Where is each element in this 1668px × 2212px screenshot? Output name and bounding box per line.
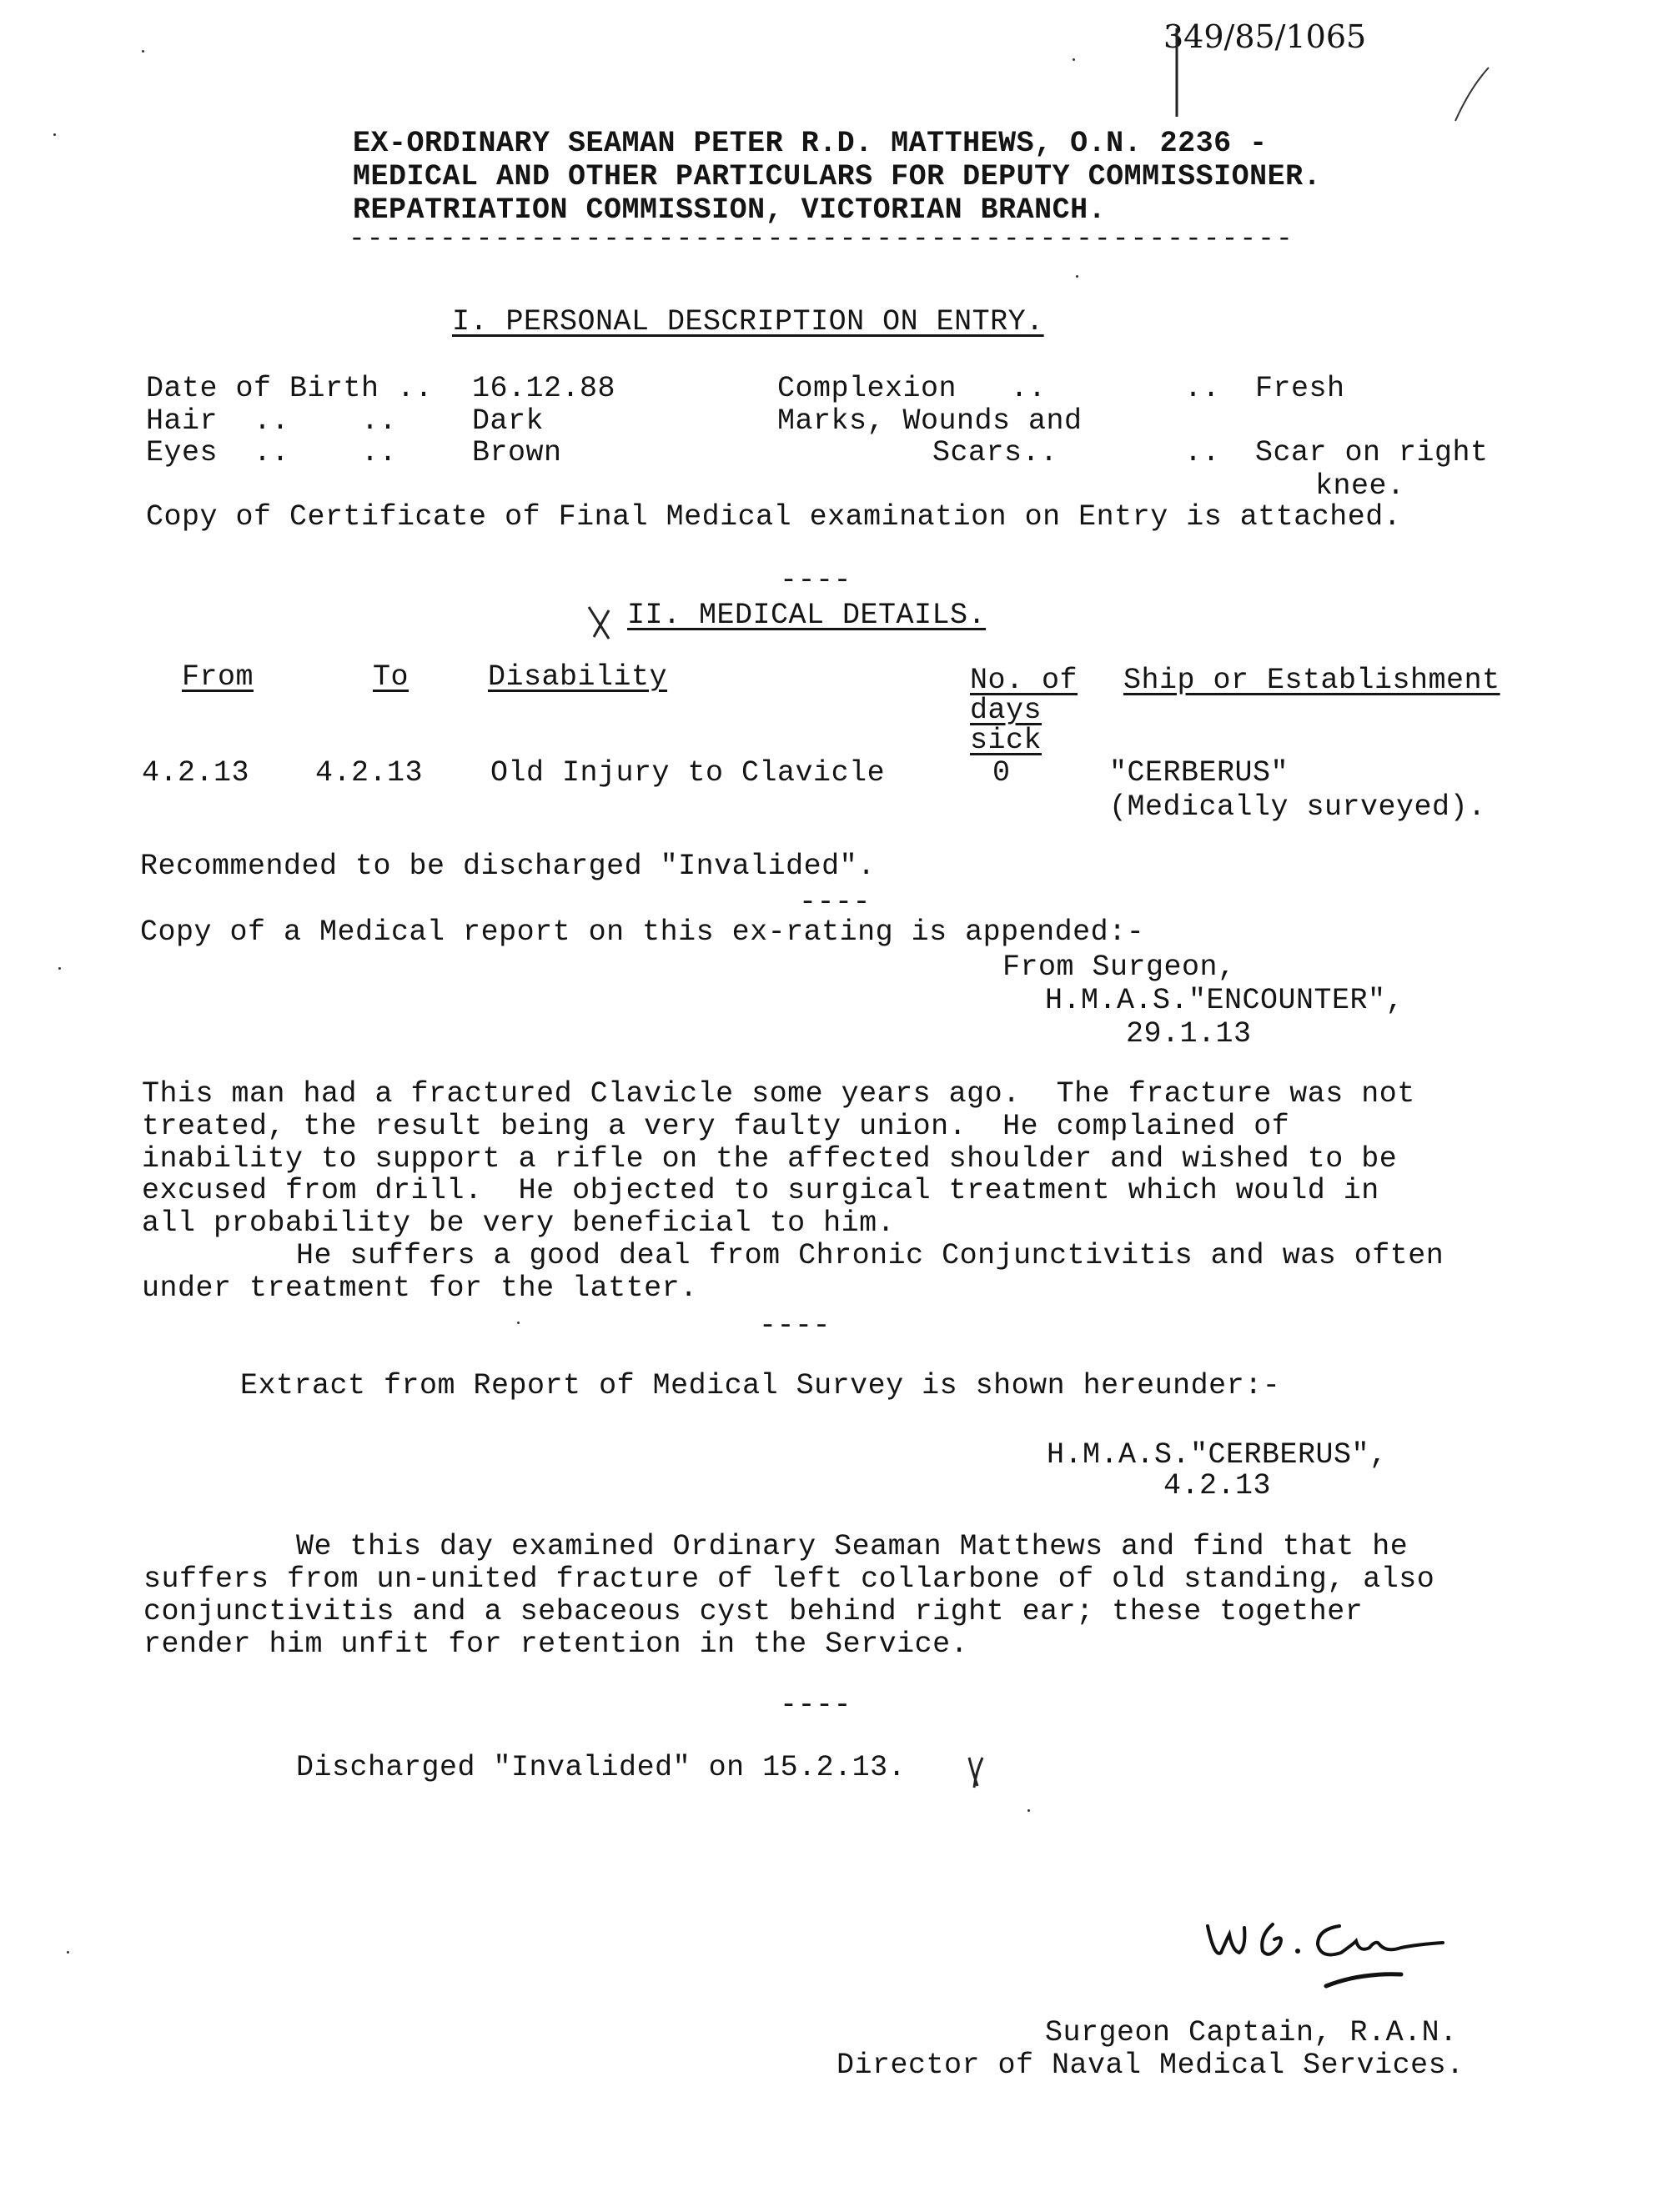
header-line-3: REPATRIATION COMMISSION, VICTORIAN BRANCH. [353,193,1107,227]
complexion-label: Complexion .. [777,372,1047,405]
report-paragraph-1-line-5: all probability be very beneficial to him. [142,1206,896,1240]
survey-from-2: 4.2.13 [1163,1469,1272,1502]
survey-line-1: We this day examined Ordinary Seaman Matthews and find that he [296,1530,1409,1563]
signatory-office: Director of Naval Medical Services. [837,2049,1465,2082]
scan-speck [1027,1809,1030,1812]
row-days: 0 [992,756,1011,790]
survey-from-1: H.M.A.S."CERBERUS", [1047,1438,1388,1472]
handwritten-tick-mark [964,1753,989,1791]
scan-speck [1076,275,1078,278]
row-ship-2: (Medically surveyed). [1109,790,1486,824]
section-1-heading: I. PERSONAL DESCRIPTION ON ENTRY. [452,305,1044,339]
survey-line-3: conjunctivitis and a sebaceous cyst behind right ear; these together [143,1595,1364,1628]
col-days-1: No. of [970,664,1078,697]
scan-speck [53,133,56,136]
col-days-3: sick [970,724,1042,757]
col-days-2: days [970,694,1042,727]
scan-stroke [1447,63,1497,129]
col-disability: Disability [488,660,668,694]
dob-value: 16.12.88 [472,372,616,405]
row-from: 4.2.13 [142,756,250,790]
recommendation: Recommended to be discharged "Invalided". [140,850,876,883]
report-paragraph-1-line-2: treated, the result being a very faulty union. He complained of [142,1110,1290,1143]
report-from-2: H.M.A.S."ENCOUNTER", [1045,984,1404,1017]
report-from-1: From Surgeon, [1002,951,1236,984]
row-ship-1: "CERBERUS" [1109,756,1289,790]
header-line-2: MEDICAL AND OTHER PARTICULARS FOR DEPUTY COMMISSIONER. [353,160,1322,193]
hair-value: Dark [472,404,545,438]
separator-1: ---- [780,564,852,597]
scan-speck [1073,58,1075,61]
col-from: From [182,660,254,694]
scan-speck [58,967,61,970]
row-disability: Old Injury to Clavicle [490,756,886,790]
survey-intro: Extract from Report of Medical Survey is shown hereunder:- [240,1369,1281,1402]
report-intro: Copy of a Medical report on this ex-rating is appended:- [140,915,1145,949]
marks-value-2: knee. [1315,469,1405,503]
signature-handwritten [1193,1893,1460,2001]
marks-value-1: Scar on right [1255,436,1489,469]
scan-speck [142,50,144,53]
separator-3: ---- [759,1309,831,1342]
marks-dots: .. [1184,436,1221,469]
eyes-value: Brown [472,436,562,469]
complexion-dots: .. [1184,372,1221,405]
marks-label-2: Scars.. [932,436,1058,469]
report-paragraph-2-line-2: under treatment for the latter. [142,1272,698,1305]
survey-line-4: render him unfit for retention in the Service. [143,1628,969,1661]
report-paragraph-2-line-1: He suffers a good deal from Chronic Conjunctivitis and was often [296,1239,1444,1272]
handwritten-cross-mark [584,602,617,644]
signatory-title: Surgeon Captain, R.A.N. [1045,2016,1458,2049]
scan-speck [517,1322,520,1324]
discharge-note: Discharged "Invalided" on 15.2.13. [296,1751,907,1784]
survey-line-2: suffers from un-united fracture of left collarbone of old standing, also [143,1562,1435,1596]
separator-4: ---- [780,1688,852,1722]
scan-speck [67,1951,69,1954]
col-to: To [373,660,409,694]
marks-label-1: Marks, Wounds and [777,404,1083,438]
report-paragraph-1-line-3: inability to support a rifle on the affected shoulder and wished to be [142,1142,1398,1176]
report-paragraph-1-line-1: This man had a fractured Clavicle some years ago. The fracture was not [142,1077,1415,1111]
separator-2: ---- [799,885,872,919]
eyes-label: Eyes .. .. [146,436,398,469]
dob-label: Date of Birth .. [146,372,434,405]
reference-number: 349/85/1065 [1163,18,1367,55]
row-to: 4.2.13 [315,756,424,790]
complexion-value: Fresh [1255,372,1345,405]
col-ship: Ship or Establishment [1123,664,1500,697]
scan-stroke [1172,25,1182,125]
section-2-heading: II. MEDICAL DETAILS. [627,599,987,632]
header-line-1: EX-ORDINARY SEAMAN PETER R.D. MATTHEWS, O.N. 2236 - [353,127,1268,160]
header-rule: ---------------------------------------------------- [349,223,1294,254]
report-paragraph-1-line-4: excused from drill. He objected to surgical treatment which would in [142,1174,1379,1207]
report-from-3: 29.1.13 [1126,1017,1252,1051]
certificate-note: Copy of Certificate of Final Medical examination on Entry is attached. [146,500,1402,534]
hair-label: Hair .. .. [146,404,398,438]
